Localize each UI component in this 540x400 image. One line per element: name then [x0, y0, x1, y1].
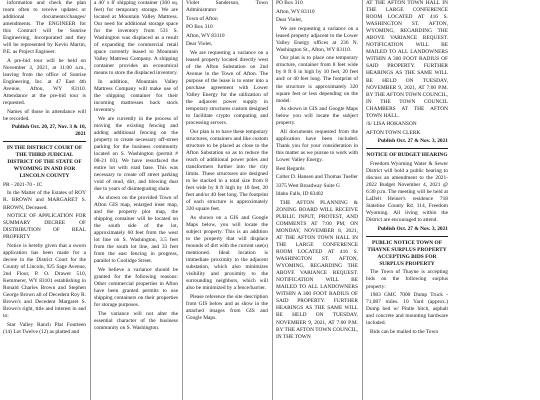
- column-5: [362, 0, 452, 400]
- paragraph: All documents requested from the application have been included. Thank you for your consideration in this matter as we pursue to work with Lower Valley Energy.: [276, 128, 358, 163]
- paragraph: We are requesting a variance on a leased property located directly west of the Afton Substation on 2nd Avenue in the Town of Afton. The purpose of the lease is to enter into a purchase agreement with Lower Valley Energy for the utilization of the adjacent power supply in temporary structures custom designed to facilitate crypto computing and processing servers.: [186, 49, 268, 127]
- column-3: [182, 0, 272, 400]
- paragraph: information and check the plan room often to receive updates or additional documents/changes/ amendments. The ENGINEER for this Contract will be Sunrise Engineering, Incorporated and they will be represented by Kevin Martin, P.E. as Project Engineer.: [3, 0, 86, 56]
- divider: [366, 236, 448, 237]
- paragraph: Freedom Wyoming Water & Sewer District will hold a public hearing to discuss an amendment to the 2021-2022 Budget November 4, 2021 @ 6:30 p.m. The meeting will be held at LaDell Heiner's residence 718 Stateline County Rd. 114, Freedom Wyoming. All living within the District are encouraged to attend.: [366, 160, 448, 224]
- paragraph: As shown on a GIS and Google Maps below, you will locate the subject property. This is an addition to the property that will displace mounds of dirt with the current use(s) mentioned. Ideal location is immediate proximity to the adjacent substation, which also minimizes visibility and proximity to the surrounding neighbors, which will also be minimized by a fence/barrier.: [186, 214, 268, 292]
- column-1: [0, 0, 90, 400]
- divider: [3, 141, 86, 142]
- paragraph: A pre-bid tour will be held on November 3, 2021, at 11:00 a.m., leaving from the office of Sunrise Engineering, Inc. at 47 East 4th Avenue, Afton, WY 83110. Attendance at the pre-bid tour is requested.: [3, 57, 86, 107]
- paragraph: AT THE AFTON TOWN HALL IN THE LARGE CONFERENCE ROOM LOCATED AT 416 S. WASHINGTON ST. AFTON, WYOMING, REGARDING THE ABOVE VARIANCE REQUEST. NOTIFICATION WILL BE MAILED TO ALL LANDOWNERS WITHIN A 300 FOOT RADIUS OF SAID PROPERTY. FURTHER HEARINGS AS THE SAME WILL BE HELD ON TUESDAY, NOVEMBER 9, 2021, AT 7:00 P.M. BY THE AFTON TOWN COUNCIL, IN THE TOWN COUNCIL CHAMBERS AT THE AFTON TOWN HALL.: [366, 0, 448, 119]
- paragraph: We are currently in the process of moving the existing fencing and adding additional fencing on the property to create necessary off-street parking for the business community located on S. Washington (permit # 08-21 03). We have resurfaced the entire lot with road base. This was necessary to create off street parking void of mud, dirt, and blowing dust due to years of disintegrating shale.: [94, 115, 178, 193]
- notice-heading: PUBLIC NOTICE TOWN OF THAYNE SURPLUS PROPERTY ACCEPTING BIDS FOR SURPLUS PROPERTY: [367, 239, 447, 267]
- paragraph: Our plan is to place one temporary structure, container from 8 feet wide by 8 ft 6 in high by 10 feet, 20 feet and/ or 40 feet long. The footprint of the structure is approximately 320 square feet or less depending on the model.: [276, 55, 358, 104]
- paragraph: In the Matter of the Estates of ROY R. BROWN and MARGARET S. BROWN, Deceased.: [3, 190, 86, 211]
- text-line: Best Regards: [276, 165, 305, 172]
- text-line: PO Box 310: [186, 24, 213, 31]
- paragraph: a 40' x 8' shipping container (360 sq. feet) for temporary storage. We are located at Mountain Valley Mattress. Our need for additional storage space for the inventory from 531 S. Washington was displaced as a result of expanding the commercial retail space currently leased to Mountain Valley Mattress Company. A shipping container provides an economical means to store the displaced inventory.: [94, 0, 178, 77]
- text-line: Violet Sanderson, Town Administrator: [186, 0, 268, 14]
- paragraph: We are requesting a variance on a leased property adjacent to the Lower Valley Energy offices at 236 N. Washington St., Afton, WY 83110.: [276, 25, 358, 53]
- paragraph: Please reference the site description from GIS below and as show in the attached images from GIS and Google Maps.: [186, 293, 268, 322]
- salutation: Dear Violet,: [276, 17, 303, 24]
- signature-title: AFTON TOWN CLERK: [366, 129, 421, 136]
- signature-line: /S/ LISA HOKANSON: [366, 121, 417, 128]
- paragraph: Names of those in attendance will be recorded.: [3, 108, 86, 122]
- notice-heading: IN THE DISTRICT COURT OF THE THIRD JUDICIAL DISTRICT OF THE STATE OF WYOMING IN AND FOR LINCOLN COUNTY: [6, 145, 83, 180]
- text-line: Afton, WY 83110: [186, 32, 225, 39]
- text-line: Colter D. Hansen and Thomas Tueller: [276, 174, 358, 181]
- case-number: PR - 2021-70 - JC: [3, 181, 43, 188]
- column-2: [90, 0, 182, 400]
- paragraph: As shown on the provided Town of Afton GIS map, enlarged inset map, and the property plot map, the shipping container will be located on the south side of the lot, approximately 60 feet from the west lot line on S. Washington, 3.5 feet from the south lot line, and 33 feet from the east fencing in progress, parallel to Coolidge Street.: [94, 194, 178, 265]
- publish-dates: Publish Oct. 20, 27, Nov. 3 & 10, 2021: [11, 124, 86, 138]
- publish-dates: Publish Oct. 27 & Nov. 3, 2021: [377, 138, 448, 145]
- text-line: Town of Afton: [186, 15, 218, 22]
- paragraph: Our plan is to have these temporary structures, containers and like custom structure to be placed as close to the Afton Substation so as to reduce the reach of additional power poles and transformers further into the city limits. These structures are designed to be stacked in a total size from 8 feet wide by 8 ft high by 10 feet, 20 feet and/or 40 feet long. The footprint of each structure is approximately 320 square feet.: [186, 128, 268, 213]
- paragraph: NOTICE OF APPLICATION FOR SUMMARY DECREE OF DISTRIBUTION OF REAL PROPERTY: [3, 213, 86, 241]
- paragraph: We believe a variance should be granted for the following reasons: Other commercial properties in Afton have been granted permits to use shipping containers on their properties for storage purposes.: [94, 266, 178, 308]
- paragraph: Star Valley Ranch Plat Fourteen (14) Lot Twelve (12) as platted and: [3, 321, 86, 335]
- column-4: [272, 0, 362, 400]
- text-line: Idaho Falls, ID 83402: [276, 191, 324, 198]
- paragraph: THE AFTON PLANNING & ZONING BOARD WILL RECEIVE PUBLIC INPUT, PROTEST, AND COMMENTS AT 7:00 PM, ON MONDAY, NOVEMBER 8, 2021, AT THE AFTON TOWN HALL IN THE LARGE CONFERENCE ROOM LOCATED AT 416 S. WASHINGTON ST. AFTON, WYOMING, REGARDING THE ABOVE VARIANCE REQUEST. NOTIFICATION WILL BE MAILED TO ALL LANDOWNERS WITHIN A 300 FOOT RADIUS OF SAID PROPERTY. FURTHER HEARINGS AS THE SAME WILL BE HELD ON TUESDAY, NOVEMBER 9, 2021, AT 7:00 P.M. BY THE AFTON TOWN COUNCIL, IN THE TOWN: [276, 199, 358, 340]
- publish-dates: Publish Oct. 27 & Nov. 3, 2021: [377, 225, 448, 232]
- paragraph: In addition, Mountain Valley Mattress Company will make use of the shipping container for their incoming mattresses back stock inventory.: [94, 79, 178, 114]
- salutation: Dear Violet,: [186, 41, 213, 48]
- text-line: Afton, WY 83110: [276, 8, 315, 15]
- notice-heading: NOTICE OF BUDGET HEARING: [366, 152, 448, 159]
- paragraph: Notice is hereby given that a sworn application has been made for a decree in the District Court for the County of Lincoln, 925 Sage Avenue, 2nd Floor, P. O. Drawer 510, Kemmerer, WY 83101 establishing in Ronald Charles Brown and Stephen George Brown all of Decedent Roy R. Brown's and Decedent Margaret S. Brown's right, title and interest in and to:: [3, 242, 86, 320]
- paragraph: The Town of Thayne is accepting bids on the following surplus property:: [366, 269, 448, 290]
- divider: [366, 148, 448, 149]
- paragraph: Bids can be mailed to the Town: [370, 328, 439, 335]
- paragraph: As shown in GIS and Google Maps below you will locate the subject property.: [276, 106, 358, 127]
- text-line: 3375 West Broadway Suite G: [276, 182, 340, 189]
- paragraph: 1983 GMC 7000 Dump Truck - 71,087 miles. 10 Yard (approx.) Dump bed w/ Pintle hitch, asphalt and concrete and mounting hardware included.: [366, 292, 448, 327]
- text-line: PO Box 310: [276, 0, 303, 6]
- paragraph: The variance will not alter the essential character of the business community on S. Washington.: [94, 310, 178, 331]
